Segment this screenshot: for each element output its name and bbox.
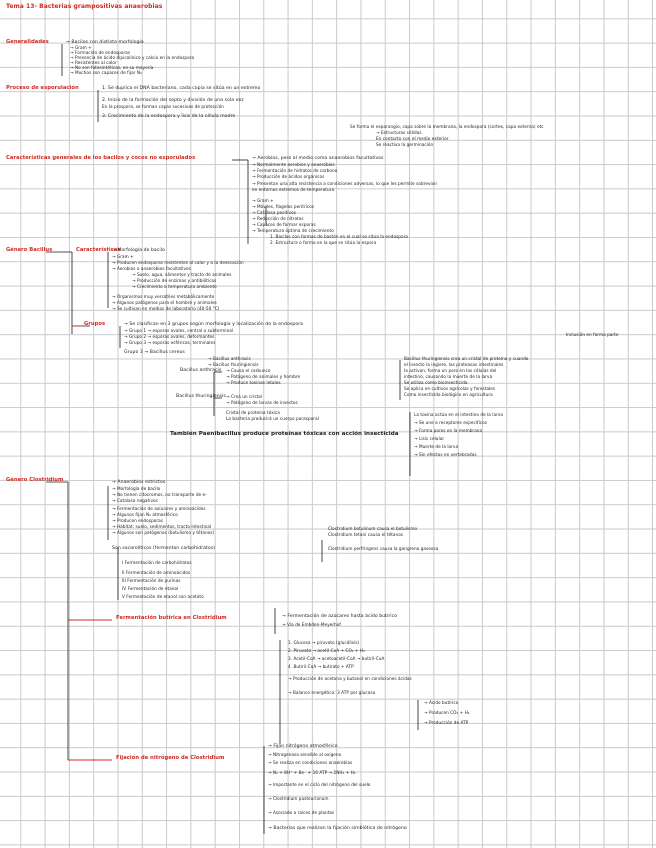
rep-step-2b: En la prospora, se forman capas sucesivas de protección bbox=[102, 104, 224, 109]
section-fijacion: Fijación de nitrógeno de Clostridium bbox=[116, 755, 225, 761]
ferm-note-0: → Fermentación de azúcares hasta ácido butírico bbox=[282, 614, 398, 619]
rep-step-2: 2. Inicio de la formación del septo y división de una sola vez bbox=[102, 98, 244, 103]
clos-note-1: → Morfología de bacilo bbox=[112, 486, 161, 491]
toxina-note-2: → Forma poros en la membrana bbox=[414, 428, 483, 433]
clos-prot: Clostridium perfringens causa la gangrena gaseosa bbox=[328, 546, 439, 551]
car-note-10: → Capaces de formar esporas bbox=[252, 222, 316, 227]
gen-note-1: → Gram + bbox=[70, 45, 92, 50]
rep2-note-3: Se reactiva la germinación bbox=[376, 142, 434, 147]
clos-grupo-2: III Fermentación de purinas bbox=[122, 578, 181, 583]
gen-note-5: → No son fotosintéticas, en su mayoría bbox=[70, 65, 154, 70]
clos-note-0: → Anaerobios estrictos bbox=[112, 480, 166, 485]
clos-note-6: → Producen endosporas bbox=[112, 518, 164, 523]
grupos-note-0: → Se clasifican en 3 grupos según morfología y localización de la endospora bbox=[124, 322, 304, 327]
car-note-4: → Presentan una alta resistencia a condiciones adversas, lo que les permite sobrevivir bbox=[252, 181, 438, 186]
car-note-6: → Gram + bbox=[252, 198, 274, 203]
cristal-note-5: Se aplica en cultivos agrícolas y forestales bbox=[404, 386, 496, 391]
bacillus-anthracis-label: Bacillus anthracis bbox=[180, 368, 222, 373]
grupo3-note-0: Grupo 3 → Bacillus cereus bbox=[124, 350, 185, 355]
bacillus-caracteristicas-label: Características bbox=[76, 247, 121, 253]
clos-sacar: Son sacarolíticos (fermentan carbohidratos) bbox=[112, 546, 216, 551]
grupos-note-1: → Grupo 1 → esporas ovales, central o subterminal bbox=[124, 328, 234, 333]
car-note-8: → Catalasa positivos bbox=[252, 210, 296, 215]
rep2-note-1: → Estructuras sólidas bbox=[376, 130, 422, 135]
clos-grupo-4: V Fermentación de etanol con acetato bbox=[122, 594, 204, 599]
cristal-note-0: Bacillus thuringiensis crea un cristal de proteína y cuando bbox=[404, 356, 529, 361]
thur2-note-1: La bacteria producirá un cuerpo parasporal bbox=[226, 416, 319, 421]
bac-note-7: → Organismos muy versátiles metabólicamente bbox=[112, 294, 215, 299]
gen-note-0: → Bacilos con distinta morfología bbox=[66, 40, 144, 45]
cristal-note-6: Como insecticida biológico en agricultura bbox=[404, 392, 493, 397]
grupos-note-3: → Grupo 3 → esporas esféricas, terminales bbox=[124, 340, 216, 345]
clos-note-5: → Algunos fijan N₂ atmosférico bbox=[112, 512, 178, 517]
fij-note-1: → Nitrogenasa sensible al oxígeno bbox=[268, 752, 342, 757]
fij2-note-0: → Ácido butírico bbox=[424, 700, 459, 705]
cristal-note-2: la activan, forma un poro en las células del bbox=[404, 368, 497, 373]
ferm-note-7: → Balance energético: 3 ATP por glucosa bbox=[288, 690, 376, 695]
fij-note-5: → Clostridium pasteurianum bbox=[268, 796, 329, 801]
car-note-9: → Reducción de nitratos bbox=[252, 216, 304, 221]
clos-note-4: → Fermentación de azúcares y aminoácidos bbox=[112, 506, 206, 511]
thuringiensis-note-0: → Crea un cristal bbox=[226, 394, 263, 399]
section-caracteristicas: Características generales de los bacilos y cocos no esporulados bbox=[6, 155, 196, 161]
ferm-note-3: 2. Piruvato → acetil-CoA + CO₂ + H₂ bbox=[288, 648, 365, 653]
bac-note-3: → Aerobios o anaerobios facultativos bbox=[112, 266, 191, 271]
section-generalidades: Generalidades bbox=[6, 39, 49, 45]
gen-note-3: → Presencia de ácido dipicolínico y calcio en la endospora bbox=[70, 55, 195, 60]
section-clostridium: Género Clostridium bbox=[6, 477, 64, 483]
clos-note-2: → No tienen citocromos, no transporte de e- bbox=[112, 492, 207, 497]
page-title: Tema 13- Bacterias grampositivas anaerobias bbox=[6, 3, 163, 10]
section-bacillus: Género Bacillus bbox=[6, 247, 53, 253]
clos-note-3: → Catalasa negativos bbox=[112, 498, 158, 503]
clos-grupo-3: IV Fermentación de etanol bbox=[122, 586, 179, 591]
car-note-11: → Temperatura óptima de crecimiento bbox=[252, 228, 334, 233]
fij-note-4: → Importante en el ciclo del nitrógeno del suelo bbox=[268, 782, 371, 787]
rep-step-3: 3. Crecimiento de la endospora y lisis de la célula madre bbox=[102, 114, 236, 119]
bac-note-2: → Producen endosporas resistentes al calor y a la desecación bbox=[112, 260, 244, 265]
ferm-note-4: 3. Acetil-CoA → acetoacetil-CoA → butiril-CoA bbox=[288, 656, 385, 661]
clos-note-7: → Hábitat: suelo, sedimentos, tracto intestinal bbox=[112, 524, 212, 529]
ferm-note-1: → Vía de Embden-Meyerhof bbox=[282, 622, 341, 627]
bac-note-5: → Producción de enzimas y antibióticos bbox=[132, 278, 217, 283]
grupos-note-2: → Grupo 2 → esporas ovales, deformantes bbox=[124, 334, 215, 339]
rep2-note-2: En contacto con el medio exterior bbox=[376, 136, 449, 141]
fij2-note-1: → Producen CO₂ + H₂ bbox=[424, 710, 470, 715]
rep-step-1: 1. Se duplica el DNA bacteriano, cada copia se sitúa en un extremo bbox=[102, 86, 261, 91]
clos-tipo-0: Clostridium botulinum causa el botulismo bbox=[328, 526, 418, 531]
car-note-0: → Aerobios, pero al medio como anaerobios facultativos bbox=[252, 156, 384, 161]
toxina-note-3: → Lisis celular bbox=[414, 436, 445, 441]
section-fermentacion: Fermentación butírica en Clostridium bbox=[116, 615, 227, 621]
fij-note-2: → Se realiza en condiciones anaerobias bbox=[268, 760, 353, 765]
toxina-note-1: → Se une a receptores específicos bbox=[414, 420, 487, 425]
clos-grupo-1: II Fermentación de aminoácidos bbox=[122, 570, 191, 575]
cristal-note-3: intestino, causando la muerte de la larva bbox=[404, 374, 493, 379]
fij-note-3: → N₂ + 8H⁺ + 8e⁻ + 16 ATP → 2NH₃ + H₂ bbox=[268, 770, 356, 775]
anthracis-note-0: → Causa el carbunco bbox=[226, 368, 271, 373]
fij-note-0: → Fijan nitrógeno atmosférico bbox=[268, 744, 338, 749]
car-note-7: → Móviles, flagelos peritricos bbox=[252, 204, 315, 209]
bac-note-1: → Gram + bbox=[112, 254, 134, 259]
clos-note-8: → Algunos son patógenos (botulismo y tétanos) bbox=[112, 530, 215, 535]
anthracis-note-1: → Patógeno de animales y hombre bbox=[226, 374, 301, 379]
section-reproduccion: Proceso de esporulación bbox=[6, 85, 79, 91]
car2-note-1: 2. Estructura o forma en la que se sitúa la espora bbox=[270, 240, 377, 245]
gen-note-6: → Muchos son capaces de fijar N₂ bbox=[70, 70, 142, 75]
ferm-note-2: 1. Glucosa → piruvato (glucólisis) bbox=[288, 640, 360, 645]
bac-note-8: → Algunos patógenos para el hombre y animales bbox=[112, 300, 217, 305]
car-note-5: en entornos extremos de temperatura bbox=[252, 187, 335, 192]
toxina-note-5: → Sin efectos en vertebrados bbox=[414, 452, 477, 457]
fij-note-7: → Bacterias que realizan la fijación simbiótica de nitrógeno bbox=[268, 826, 407, 831]
bac-note-0: → Morfología de bacilo bbox=[112, 248, 165, 253]
rep2-note-0: Se forma el esporangio, capa sobre la membrana, la endospora (cortex, capa externa) etc bbox=[350, 124, 544, 129]
ferm-note-6: → Producción de acetona y butanol en condiciones ácidas bbox=[288, 676, 412, 681]
thuringiensis-note-1: → Patógeno de larvas de insectos bbox=[226, 400, 298, 405]
toxina-note-4: → Muerte de la larva bbox=[414, 444, 459, 449]
car-note-1: → Normalmente aerobios y anaerobios bbox=[252, 162, 335, 167]
bac-note-6: → Crecimiento a temperatura ambiente bbox=[132, 284, 217, 289]
bacillus-thuringiensis-label: Bacillus thuringiensis bbox=[176, 394, 226, 399]
car2-note-0: 1. Bacilos con formas de bastón en el cual se sitúa la endospora bbox=[270, 234, 408, 239]
car-note-3: → Producción de ácidos orgánicos bbox=[252, 174, 325, 179]
thur2-note-0: Cristal de proteína tóxica bbox=[226, 410, 280, 415]
grupo3-note-1: → Bacillus anthracis bbox=[208, 356, 251, 361]
cristal-note-4: Se utiliza como bioinsecticida bbox=[404, 380, 468, 385]
car-note-2: → Fermentación de hidratos de carbono bbox=[252, 168, 338, 173]
toxina-note-0: La toxina actúa en el intestino de la larva bbox=[414, 412, 504, 417]
bac-note-9: → Se cultivan en medios de laboratorio (40-50 °C) bbox=[112, 306, 220, 311]
clos-tipo-1: Clostridium tetani causa el tétanos bbox=[328, 532, 404, 537]
bac-note-4: → Suelo, agua, alimentos y tracto de animales bbox=[132, 272, 232, 277]
fij-note-6: → Asociado a raíces de plantas bbox=[268, 810, 335, 815]
clos-grupo-0: I Fermentación de carbohidratos bbox=[122, 560, 192, 565]
gen-note-4: → Resistentes al calor bbox=[70, 60, 117, 65]
nota-proteina: Inclusión en forma parte bbox=[566, 332, 619, 337]
grupo3-note-2: → Bacillus thuringiensis bbox=[208, 362, 259, 367]
cristal-note-1: el insecto la ingiere, las proteasas intestinales bbox=[404, 362, 504, 367]
gen-note-2: → Formación de endosporas bbox=[70, 50, 131, 55]
bacillus-grupos-label: Grupos bbox=[84, 321, 106, 327]
paenibacillus-note: También Paenibacillus produce proteínas tóxicas con acción insecticida bbox=[170, 431, 399, 437]
ferm-note-5: 4. Butiril-CoA → butirato + ATP bbox=[288, 664, 354, 669]
anthracis-note-2: → Produce toxinas letales bbox=[226, 380, 281, 385]
fij2-note-2: → Producción de ATP bbox=[424, 720, 469, 725]
